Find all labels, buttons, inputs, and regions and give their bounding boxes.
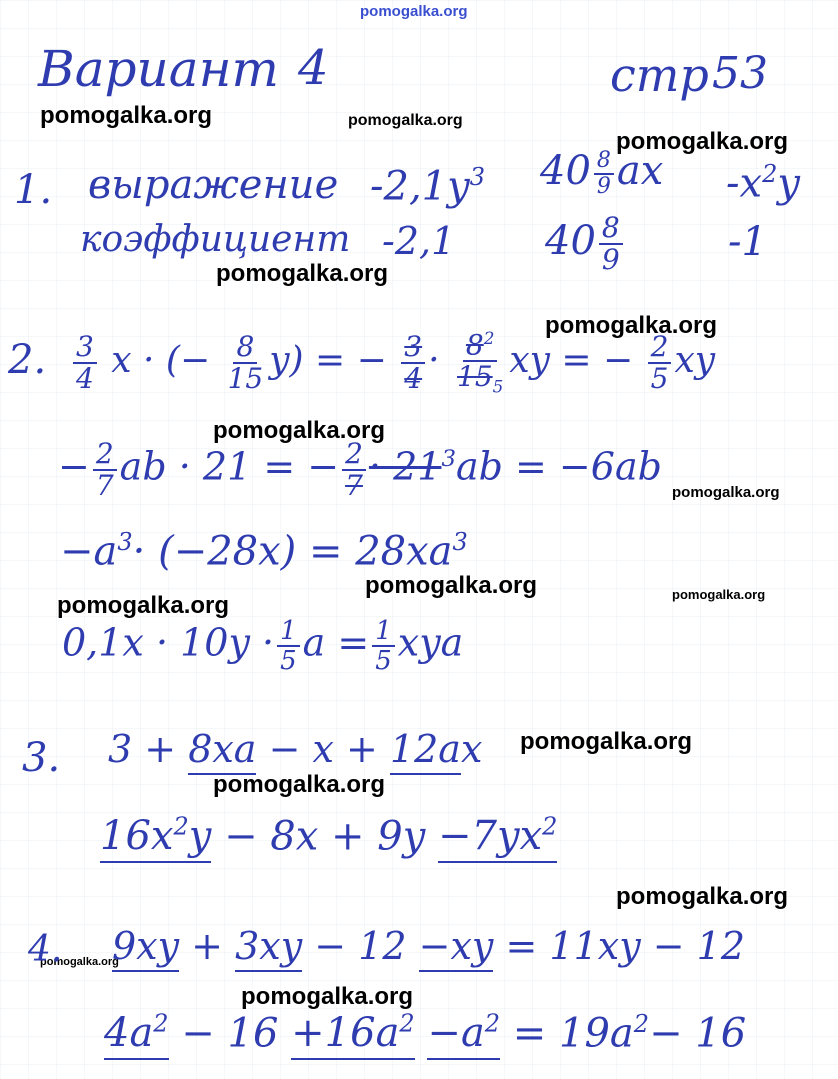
task3-line2: $16x^2y - 8x + 9y -7yx^2$: [100, 815, 557, 856]
task2-line4: 0,1x · 10y · $\frac{1}{5}$ a = $\frac{1}{5}$ xya: [62, 616, 464, 676]
watermark: pomogalka.org: [616, 883, 789, 910]
task2-line2: − $\frac{2}{7}$ ab · 21 = − $\frac{2}{7}$ · $21^3ab = -6ab$: [58, 437, 662, 502]
watermark: pomogalka.org: [241, 983, 414, 1010]
page-label: стр: [610, 48, 709, 102]
watermark: pomogalka.org: [616, 128, 789, 155]
watermark: pomogalka.org: [40, 956, 119, 968]
variant-label: Вариант: [38, 40, 279, 98]
task1-row2-coef1: -2,1: [382, 219, 456, 263]
task2-number: 2.: [8, 337, 47, 383]
task4-line1: 9xy + 3xy − 12 −xy = 11xy − 12: [112, 927, 745, 965]
task4-number: 4.: [28, 929, 63, 970]
watermark: pomogalka.org: [216, 260, 389, 287]
task1-row1-label: выражение: [88, 162, 339, 208]
task2-line1: $\frac{3}{4}$ x · (− $\frac{8}{15}$ y) = − $\frac{3}{4}$ · $\frac{8^2}{15_5}$ xy = − $\frac{2}{5}$ xy: [70, 330, 715, 396]
task1-number: 1.: [14, 167, 53, 213]
variant-number: 4: [298, 40, 329, 96]
task4-line2: $4a^2 - 16 +16a^2 -a^2 = 19a^2- 16$: [104, 1012, 746, 1053]
watermark: pomogalka.org: [348, 112, 463, 129]
task3-number: 3.: [22, 735, 61, 781]
watermark: pomogalka.org: [40, 102, 213, 129]
task2-line3: $-a^3\cdot (-28x) = 28xa^3$: [60, 528, 468, 575]
watermark: pomogalka.org: [672, 587, 766, 602]
task1-row2-coef3: -1: [728, 219, 767, 265]
watermark: pomogalka.org: [365, 572, 538, 599]
task1-row1-term3: $-x^2y$: [726, 160, 800, 207]
task1-row1-term2: 40 $\frac{8}{9}$ ax: [540, 148, 664, 199]
watermark: pomogalka.org: [672, 484, 780, 501]
watermark-top: pomogalka.org: [360, 3, 468, 20]
task3-line1: 3 + 8xa − x + 12ax: [108, 730, 482, 768]
watermark: pomogalka.org: [57, 592, 230, 619]
watermark: pomogalka.org: [213, 417, 386, 444]
watermark: pomogalka.org: [545, 312, 718, 339]
task1-row2-label: коэффициент: [80, 219, 351, 260]
task1-row1-term1: $-2,1y^3$: [370, 163, 486, 210]
watermark: pomogalka.org: [213, 771, 386, 798]
page-number: 53: [712, 48, 768, 99]
task1-row2-coef2: 40 $\frac{8}{9}$: [545, 214, 626, 274]
watermark: pomogalka.org: [520, 728, 693, 755]
